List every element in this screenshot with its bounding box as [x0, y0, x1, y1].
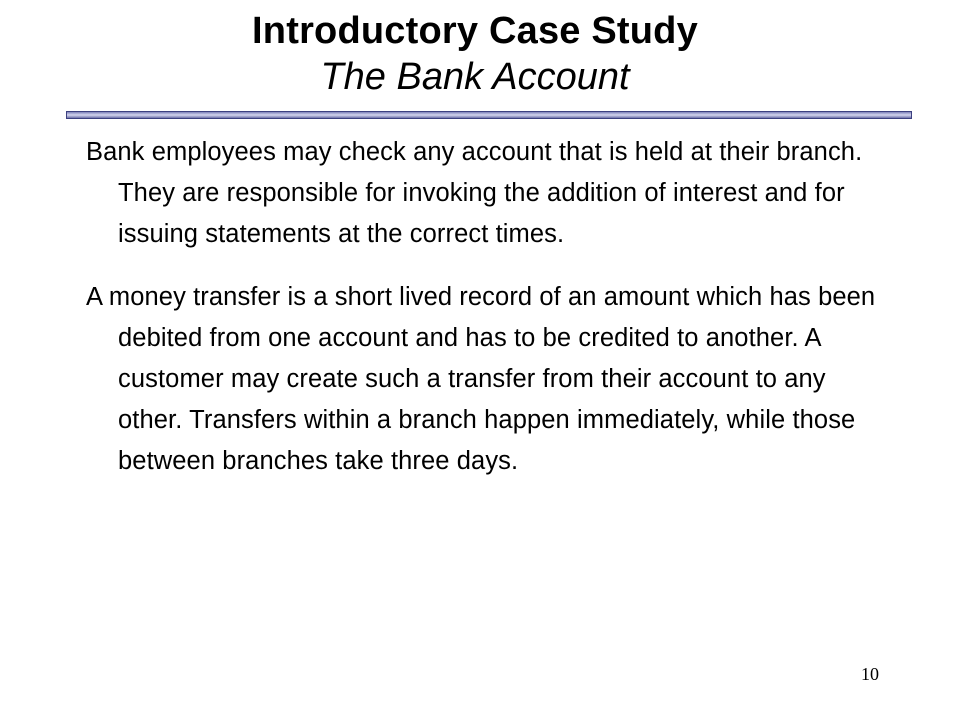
title-block — [0, 8, 950, 100]
page-number: 10 — [861, 664, 879, 684]
body-paragraph-2: A money transfer is a short lived record of an amount which has been debited from one account and has to be credited to another. A customer may create such a transfer from their account to any other. Transfers within a branch happen immediately, while those between branches take three days. — [86, 283, 876, 475]
slide-subtitle: The Bank Account — [320, 56, 630, 98]
slide-body — [86, 132, 886, 504]
body-paragraph-1: Bank employees may check any account that is held at their branch. They are responsible for invoking the addition of interest and for issuing statements at the correct times. — [86, 138, 863, 248]
slide-title: Introductory Case Study — [252, 10, 698, 52]
title-divider — [66, 111, 912, 119]
